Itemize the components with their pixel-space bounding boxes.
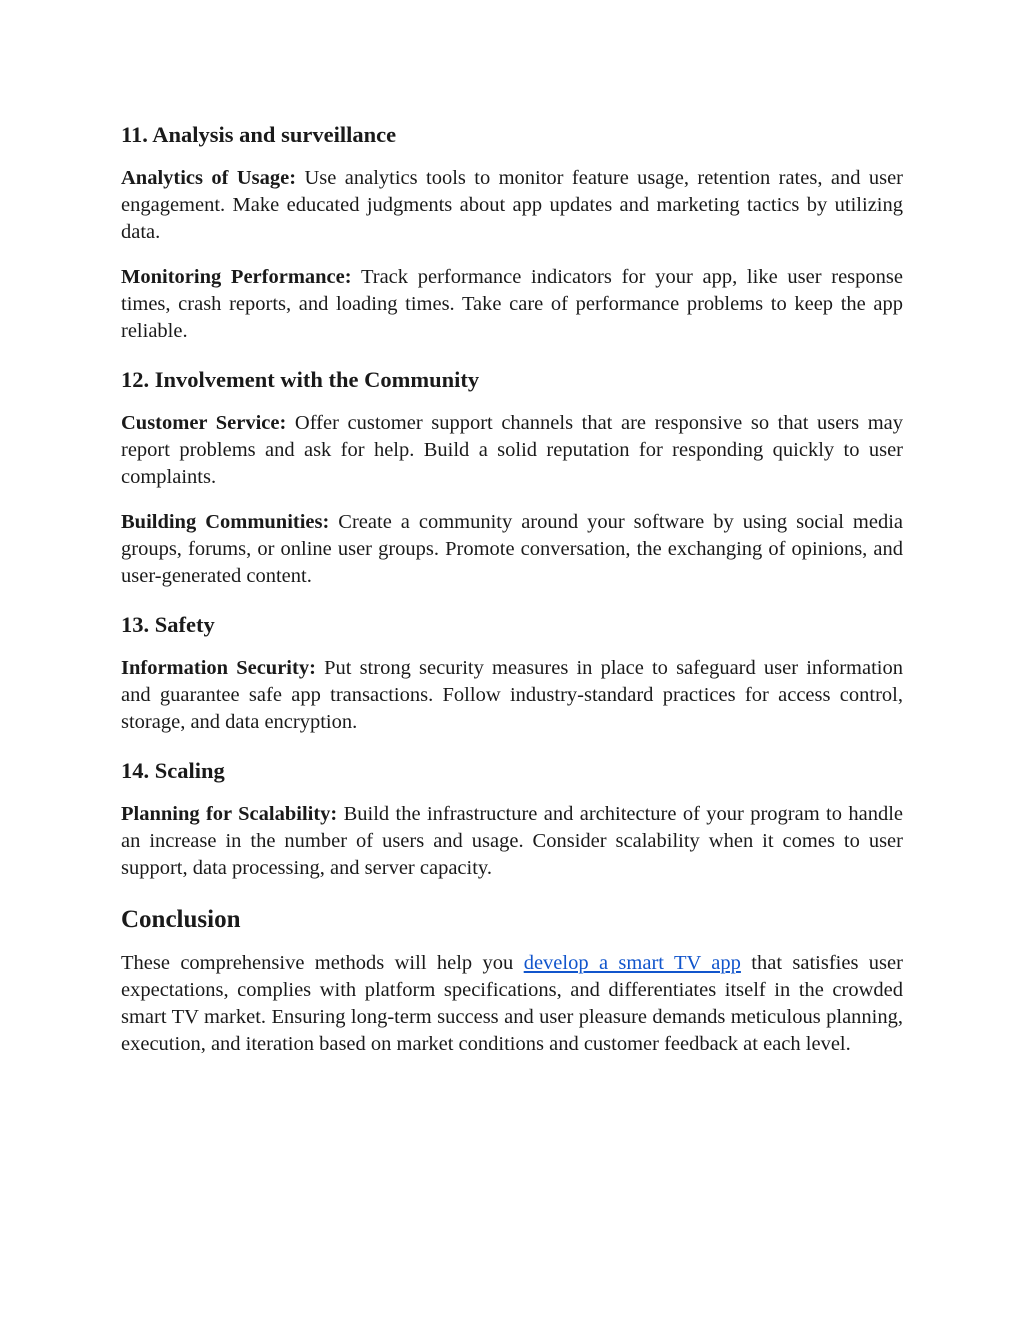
conclusion-text-before-link: These comprehensive methods will help you [121, 952, 524, 974]
section-heading-scaling: 14. Scaling [121, 758, 225, 783]
paragraph-text: Put strong security measures in place to safeguard user information and guarantee safe app transactions. Follow industry-standard practices for access control, storage, and data encryption. [121, 657, 903, 733]
conclusion-paragraph [121, 950, 903, 1058]
conclusion-heading: Conclusion [121, 906, 241, 933]
paragraph-customer-service [121, 410, 903, 491]
term-label: Monitoring Performance: [121, 266, 352, 288]
paragraph-information-security [121, 655, 903, 736]
section-heading-community: 12. Involvement with the Community [121, 367, 480, 392]
paragraph-monitoring-performance [121, 264, 903, 345]
paragraph-analytics-of-usage [121, 165, 903, 246]
section-heading-safety: 13. Safety [121, 612, 215, 637]
term-label: Customer Service: [121, 412, 287, 434]
paragraph-text: Create a community around your software by using social media groups, forums, or online user groups. Promote conversation, the exchanging of opinions, and user-generated content. [121, 511, 903, 587]
document-page [121, 118, 903, 1076]
term-label: Information Security: [121, 657, 316, 679]
paragraph-text: Offer customer support channels that are responsive so that users may report problems and ask for help. Build a solid reputation for responding quickly to user complaints. [121, 412, 903, 488]
paragraph-text: Track performance indicators for your app, like user response times, crash reports, and loading times. Take care of performance problems to keep the app reliable. [121, 266, 903, 342]
paragraph-planning-for-scalability [121, 801, 903, 882]
term-label: Analytics of Usage: [121, 167, 297, 189]
term-label: Planning for Scalability: [121, 803, 338, 825]
develop-smart-tv-app-link[interactable]: develop a smart TV app [523, 952, 741, 974]
paragraph-text: Use analytics tools to monitor feature usage, retention rates, and user engagement. Make educated judgments about app updates and marketing tactics by utilizing data. [121, 167, 903, 243]
paragraph-text: Build the infrastructure and architecture of your program to handle an increase in the number of users and usage. Consider scalability when it comes to user support, data processing, and server capacity. [121, 803, 903, 879]
conclusion-text-after-link: that satisfies user expectations, complies with platform specifications, and differentiates itself in the crowded smart TV market. Ensuring long-term success and user pleasure demands meticulous planning, execution, and iteration based on market conditions and customer feedback at each level. [121, 952, 903, 1055]
section-heading-analysis: 11. Analysis and surveillance [121, 122, 397, 147]
term-label: Building Communities: [121, 511, 330, 533]
paragraph-building-communities [121, 509, 903, 590]
